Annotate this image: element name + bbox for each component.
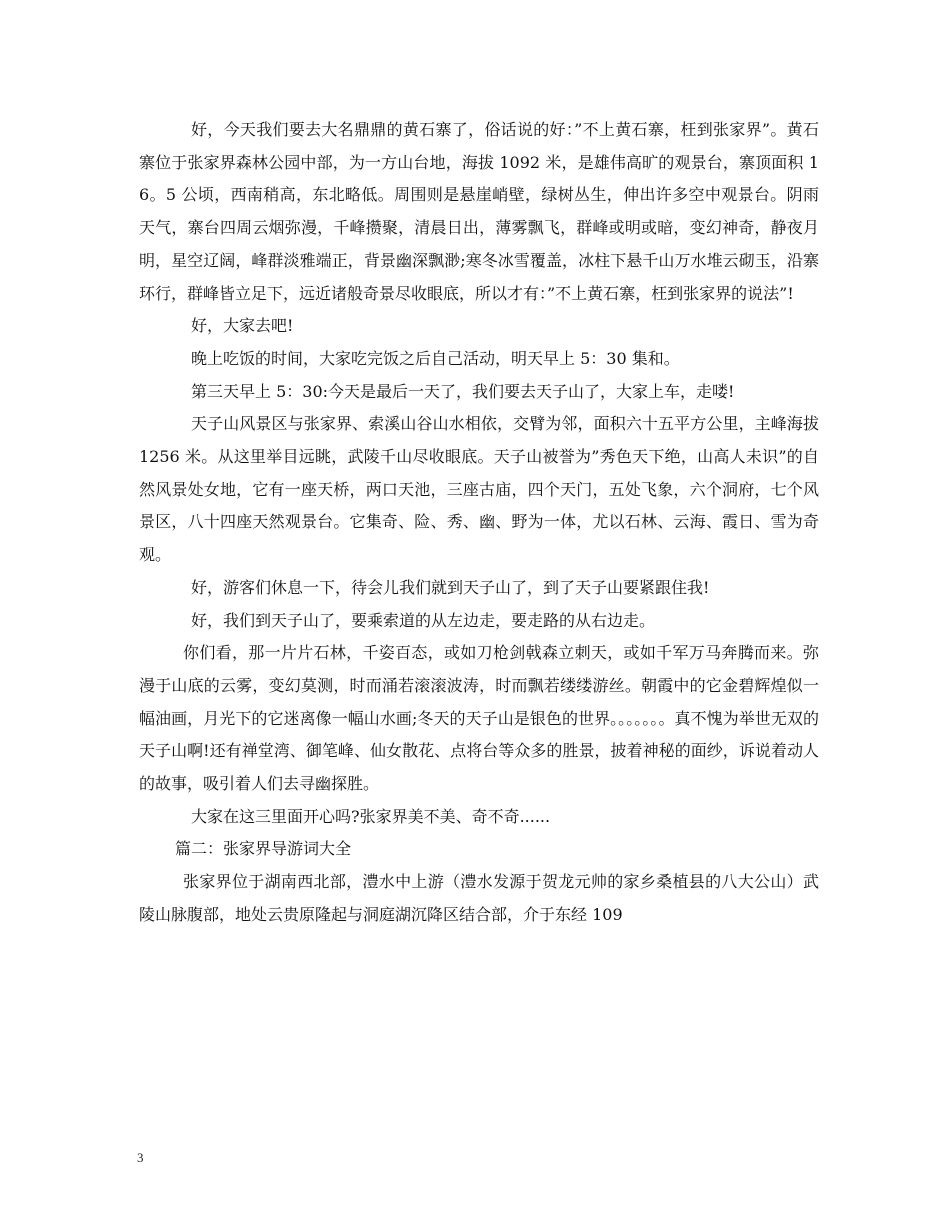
paragraph-huangshizhai: 好，今天我们要去大名鼎鼎的黄石寨了，俗话说的好：”不上黄石寨，枉到张家界”。黄石寨位于张家界森林公园中部，为一方山台地，海拔 1092 米，是雄伟高旷的观景台，寨顶面积 16。5 公顷，西南稍高，东北略低。周围则是悬崖峭壁，绿树丛生，伸出许多空中观景台。阴雨天气，寨台四周云烟弥漫，千峰攒聚，清晨日出，薄雾飘飞，群峰或明或暗，变幻神奇，静夜月明，星空辽阔，峰群淡雅端正，背景幽深飘渺;寒冬冰雪覆盖，冰柱下悬千山万水堆云砌玉，沿寨环行，群峰皆立足下，远近诸般奇景尽收眼底，所以才有：”不上黄石寨，枉到张家界的说法”! [139, 120, 819, 303]
paragraph-question: 大家在这三里面开心吗?张家界美不美、奇不奇...... [191, 806, 551, 826]
page-number: 3 [137, 1150, 144, 1165]
paragraph-tianzishan: 天子山风景区与张家界、索溪山谷山水相依，交臂为邻，面积六十五平方公里，主峰海拔 1256 米。从这里举目远眺，武陵千山尽收眼底。天子山被誉为”秀色天下绝，山高人未识”的自然风景处女地，它有一座天桥，两口天池，三座古庙，四个天门，五处飞象，六个洞府，七个风景区，八十四座天然观景台。它集奇、险、秀、幽、野为一体，尤以石林、云海、霞日、雪为奇观。 [139, 414, 819, 565]
paragraph-go: 好，大家去吧! [191, 316, 294, 336]
body-text [139, 114, 819, 932]
paragraph-arrive: 好，我们到天子山了，要乘索道的从左边走，要走路的从右边走。 [191, 610, 656, 630]
paragraph-stone-forest: 你们看，那一片片石林，千姿百态，或如刀枪剑戟森立刺天，或如千军万马奔腾而来。弥漫于山底的云雾，变幻莫测，时而涌若滚滚波涛，时而飘若缕缕游丝。朝霞中的它金碧辉煌似一幅油画，月光下的它迷离像一幅山水画;冬天的天子山是银色的世界。。。。。。。真不愧为举世无双的天子山啊!还有禅堂湾、御笔峰、仙女散花、点将台等众多的胜景，披着神秘的面纱，诉说着动人的故事，吸引着人们去寻幽探胜。 [139, 643, 819, 794]
section-heading: 篇二：张家界导游词大全 [175, 839, 352, 859]
paragraph-dinner: 晚上吃饭的时间，大家吃完饭之后自己活动，明天早上 5：30 集和。 [191, 348, 680, 368]
paragraph-day-three: 第三天早上 5：30:今天是最后一天了，我们要去天子山了，大家上车，走喽! [191, 381, 735, 401]
paragraph-rest: 好，游客们休息一下，待会儿我们就到天子山了，到了天子山要紧跟住我! [191, 577, 710, 597]
paragraph-zhangjiajie: 张家界位于湖南西北部，澧水中上游（澧水发源于贺龙元帅的家乡桑植县的八大公山）武陵山脉腹部，地处云贵原隆起与洞庭湖沉降区结合部，介于东经 109 [139, 872, 819, 924]
